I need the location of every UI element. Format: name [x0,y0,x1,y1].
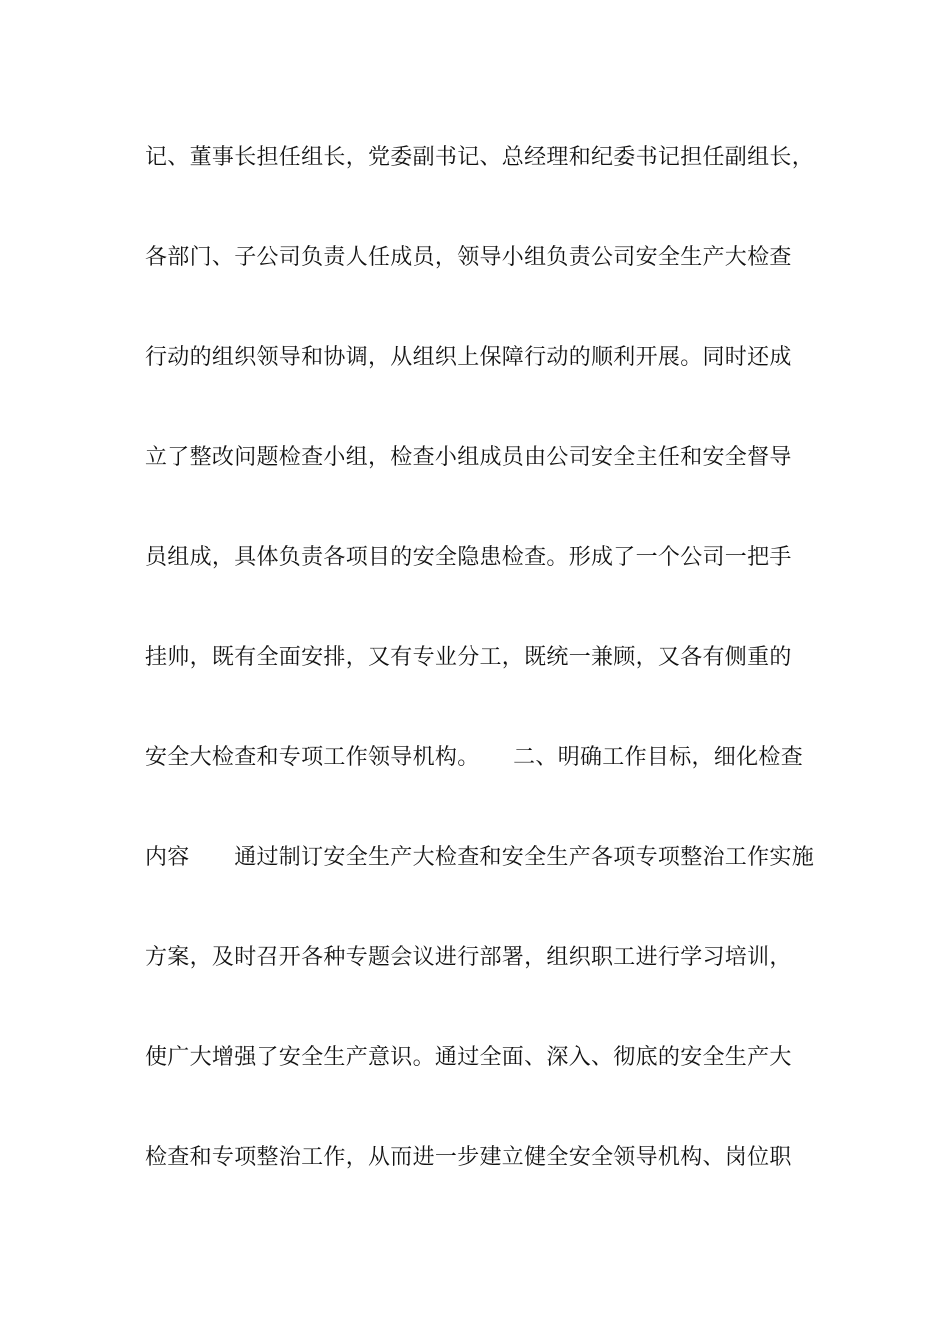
text-line: 检查和专项整治工作，从而进一步建立健全安全领导机构、岗位职 [145,1145,792,1170]
text-line: 方案，及时召开各种专题会议进行部署，组织职工进行学习培训， [145,945,792,970]
text-line: 记、董事长担任组长，党委副书记、总经理和纪委书记担任副组长， [145,145,815,170]
text-line: 行动的组织领导和协调，从组织上保障行动的顺利开展。同时还成 [145,345,792,370]
text-line: 员组成，具体负责各项目的安全隐患检查。形成了一个公司一把手 [145,545,792,570]
text-line: 内容 通过制订安全生产大检查和安全生产各项专项整治工作实施 [145,845,815,870]
text-line: 使广大增强了安全生产意识。通过全面、深入、彻底的安全生产大 [145,1045,792,1070]
text-line: 各部门、子公司负责人任成员，领导小组负责公司安全生产大检查 [145,245,792,270]
text-line: 安全大检查和专项工作领导机构。 二、明确工作目标，细化检查 [145,745,804,770]
body-text [145,128,825,1228]
text-line: 立了整改问题检查小组，检查小组成员由公司安全主任和安全督导 [145,445,792,470]
text-line: 挂帅，既有全面安排，又有专业分工，既统一兼顾，又各有侧重的 [145,645,792,670]
